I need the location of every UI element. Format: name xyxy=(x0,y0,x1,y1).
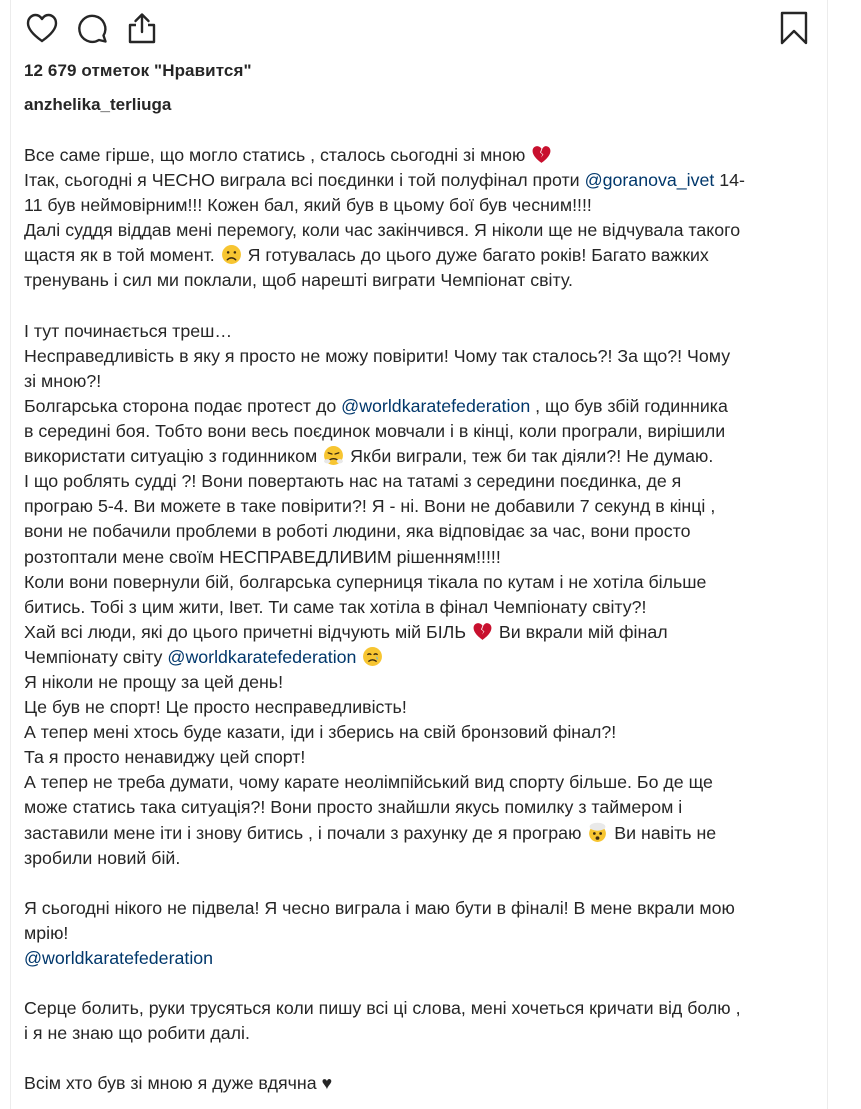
caption-line xyxy=(24,946,819,971)
broken-heart-icon xyxy=(531,144,552,165)
caption-line: Серце болить, руки трусяться коли пишу всі ці слова, мені хочеться кричати від болю , xyxy=(24,998,741,1019)
caption-line: тренувань і сил ми поклали, щоб нарешті виграти Чемпіонат світу. xyxy=(24,270,573,291)
caption-line: 11 був неймовірним!!! Кожен бал, який був в цьому бої був чесним!!!! xyxy=(24,195,592,216)
post-action-bar xyxy=(24,10,814,50)
face-with-steam-icon xyxy=(323,445,344,466)
caption-blank-line xyxy=(24,871,819,896)
caption-line: Коли вони повернули бій, болгарська суперниця тікала по кутам і не хотіла більше xyxy=(24,571,707,592)
caption-line: Далі суддя віддав мені перемогу, коли час закінчився. Я ніколи ще не відчувала такого xyxy=(24,220,741,241)
caption-line: Все саме гірше, що могло статись , сталось сьогодні зі мною xyxy=(24,143,819,168)
likes-count[interactable]: 12 679 отметок "Нравится" xyxy=(24,61,252,80)
mention-link[interactable]: @goranova_ivet xyxy=(584,170,715,191)
exploding-head-icon xyxy=(587,822,608,843)
caption-line: І тут починається треш… xyxy=(24,320,233,341)
caption-line: зробили новий бій. xyxy=(24,847,181,868)
caption-line: Ітак, сьогодні я ЧЕСНО виграла всі поєдинки і той полуфінал проти @goranova_ivet 14- xyxy=(24,170,745,191)
caption-line: А тепер не треба думати, чому карате неолімпійський вид спорту більше. Бо де ще xyxy=(24,772,713,793)
mention-link[interactable]: @worldkaratefederation xyxy=(341,395,531,416)
caption-line: використати ситуацію з годинником Якби виграли, теж би так діяли?! Не думаю. xyxy=(24,446,714,467)
caption-line: щастя як в той момент. Я готувалась до цього дуже багато років! Багато важких xyxy=(24,245,709,266)
caption-line: Хай всі люди, які до цього причетні відчують мій БІЛЬ Ви вкрали мій фінал xyxy=(24,621,668,642)
bookmark-icon[interactable] xyxy=(776,10,812,46)
mention-link[interactable]: @worldkaratefederation xyxy=(167,646,357,667)
caption-line: Несправедливість в яку я просто не можу повірити! Чому так сталось?! За що?! Чому xyxy=(24,345,731,366)
caption-line: Це був не спорт! Це просто несправедливість! xyxy=(24,697,407,718)
caption-blank-line xyxy=(24,1046,819,1071)
caption-blank-line xyxy=(24,294,819,319)
caption-line: може статись така ситуація?! Вони просто знайшли якусь помилку з таймером і xyxy=(24,797,683,818)
caption-line: битись. Тобі з цим жити, Івет. Ти саме так хотіла в фінал Чемпіонату світу?! xyxy=(24,596,647,617)
post-caption xyxy=(24,143,819,1097)
crying-face-icon xyxy=(362,646,383,667)
caption-line: Всім хто був зі мною я дуже вдячна ♥ xyxy=(24,1073,333,1094)
caption-line: вони не побачили проблеми в роботі людини, яка відповідає за час, вони просто xyxy=(24,521,691,542)
caption-line: Та я просто ненавиджу цей спорт! xyxy=(24,747,306,768)
caption-line: А тепер мені хтось буде казати, іди і зберись на свій бронзовий фінал?! xyxy=(24,722,617,743)
mention-link[interactable]: @worldkaratefederation xyxy=(24,948,214,968)
caption-line: розтоптали мене своїм НЕСПРАВЕДЛИВИМ рішенням!!!!! xyxy=(24,546,501,567)
heart-icon[interactable] xyxy=(24,10,60,46)
caption-line: І що роблять судді ?! Вони повертають нас на татамі з середини поєдинка, де я xyxy=(24,471,682,492)
caption-line: заставили мене іти і знову битись , і почали з рахунку де я програю Ви навіть не xyxy=(24,822,717,843)
caption-line: зі мною?! xyxy=(24,370,102,391)
caption-line: Болгарська сторона подає протест до @worldkaratefederation , що був збій годинника xyxy=(24,395,728,416)
share-icon[interactable] xyxy=(124,10,160,46)
caption-line: Я сьогодні нікого не підвела! Я чесно виграла і маю бути в фіналі! В мене вкрали мою xyxy=(24,897,735,918)
comment-icon[interactable] xyxy=(74,10,110,46)
slightly-frowning-face-icon xyxy=(221,244,242,265)
caption-blank-line xyxy=(24,971,819,996)
caption-line: Чемпіонату світу @worldkaratefederation xyxy=(24,645,819,670)
caption-line: в середині боя. Тобто вони весь поєдинок мовчали і в кінці, коли програли, вирішили xyxy=(24,421,726,442)
caption-line: мрію! xyxy=(24,922,69,943)
broken-heart-icon xyxy=(472,621,493,642)
post-author-username[interactable]: anzhelika_terliuga xyxy=(24,95,172,114)
caption-line: програю 5-4. Ви можете в таке повірити?! Я - ні. Вони не добавили 7 секунд в кінці , xyxy=(24,496,716,517)
caption-line: Я ніколи не прощу за цей день! xyxy=(24,671,284,692)
caption-line: і я не знаю що робити далі. xyxy=(24,1023,250,1044)
